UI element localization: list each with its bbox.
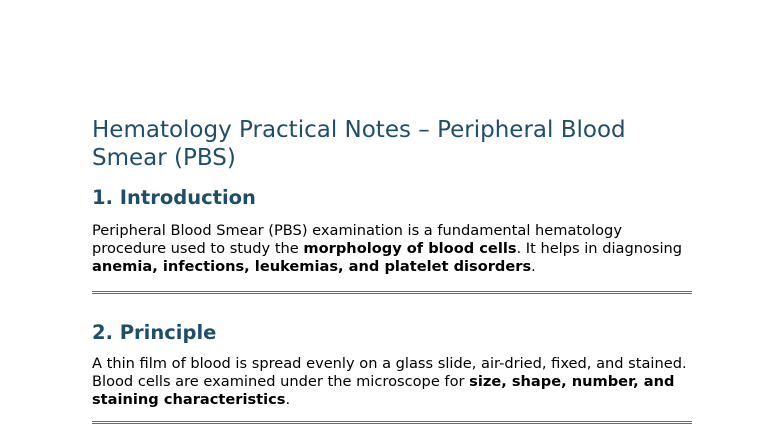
- bold-run: morphology of blood cells: [303, 240, 517, 258]
- introduction-paragraph: [92, 222, 692, 277]
- text-run: . It helps in diagnosing: [516, 240, 683, 258]
- bold-run: anemia, infections, leukemias, and platelet disorders: [92, 258, 532, 276]
- section-heading-principle: 2. Principle: [92, 320, 217, 344]
- section-principle: [92, 321, 692, 425]
- section-divider: [92, 291, 692, 294]
- section-introduction: [92, 186, 692, 294]
- principle-paragraph: [92, 355, 692, 410]
- section-divider: [92, 421, 692, 424]
- text-run: A thin film of blood is spread evenly on a glass slide, air-dried, fixed, and stained. Blood cells are examined under the microscope for: [92, 354, 687, 390]
- text-run: .: [285, 391, 291, 409]
- section-heading-introduction: 1. Introduction: [92, 186, 256, 209]
- document-title: Hematology Practical Notes – Peripheral Blood Smear (PBS): [92, 117, 626, 171]
- text-run: Peripheral Blood Smear (PBS) examination is a fundamental hematology procedure used to study the: [92, 222, 622, 258]
- text-run: .: [531, 258, 536, 276]
- document-body: [92, 116, 692, 424]
- bold-run: size, shape, number, and staining characteristics: [92, 372, 675, 409]
